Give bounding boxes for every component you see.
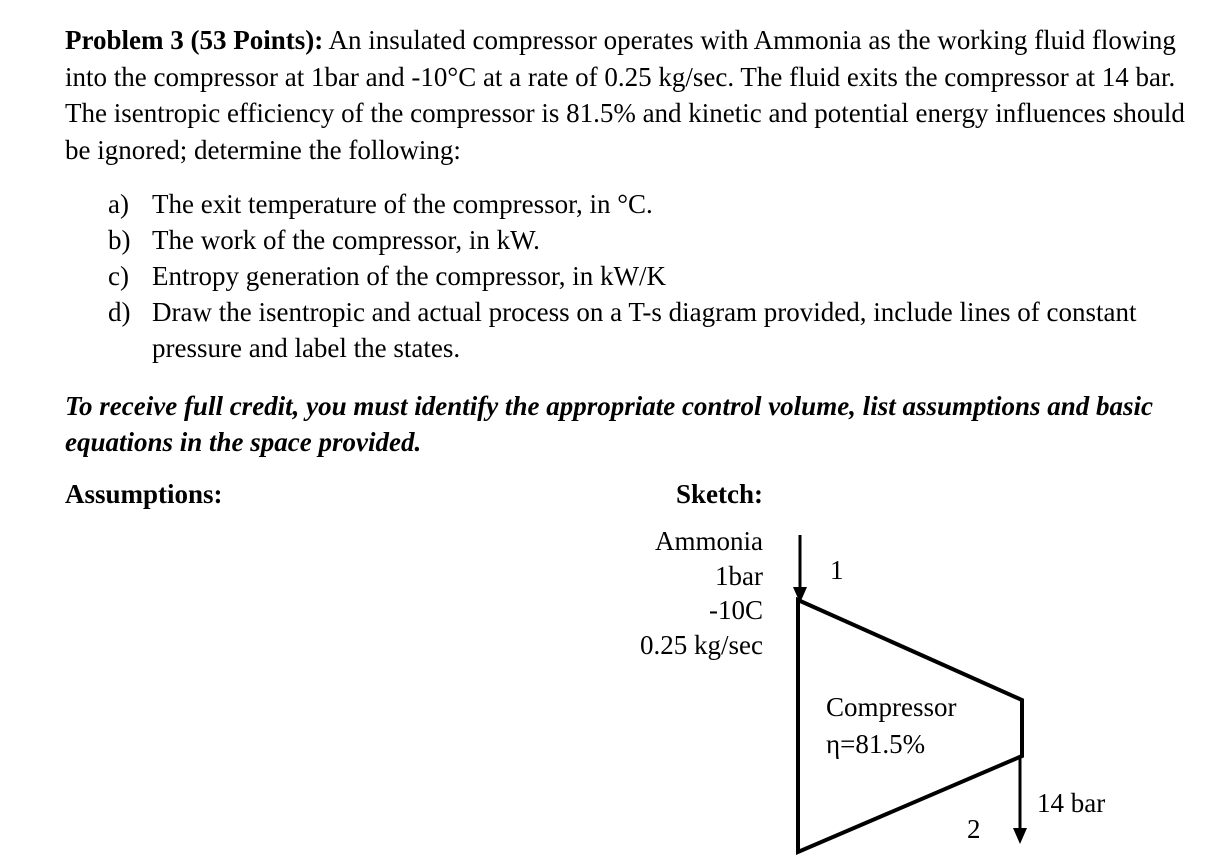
part-text: The exit temperature of the compressor, in °C.: [152, 189, 653, 219]
efficiency-label: η=81.5%: [826, 729, 926, 759]
part-text: The work of the compressor, in kW.: [152, 225, 540, 255]
sketch-title: Sketch:: [676, 479, 763, 509]
part-text: Draw the isentropic and actual process on a T-s diagram provided, include lines of constant pressure and label the states.: [152, 297, 1137, 363]
part-text: Entropy generation of the compressor, in kW/K: [152, 261, 667, 291]
state-2-label: 2: [967, 814, 981, 844]
outlet-arrow-head: [1013, 828, 1027, 844]
credit-note: To receive full credit, you must identify the appropriate control volume, list assumptions and basic equations in the space provided.: [65, 391, 1154, 457]
inlet-arrow-head: [793, 587, 807, 603]
inlet-pressure: 1bar: [715, 560, 763, 591]
part-letter: d): [108, 297, 131, 327]
inlet-flow-rate: 0.25 kg/sec: [640, 629, 763, 660]
problem-heading: Problem 3 (53 Points):: [65, 25, 324, 55]
outlet-pressure-label: 14 bar: [1037, 788, 1106, 818]
problem-text: An insulated compressor operates with Ammonia as the working fluid flowing into the compressor at 1bar and -10°C at a rate of 0.25 kg/sec. The fluid exits the compressor at 14 bar. The isentropic efficiency of the compressor is 81.5% and kinetic and potential energy influences should be ignored; determine the following:: [65, 25, 1185, 165]
part-letter: b): [108, 225, 131, 255]
inlet-fluid: Ammonia: [655, 526, 763, 556]
assumptions-label: Assumptions:: [65, 479, 223, 509]
inlet-temperature: -10C: [709, 595, 763, 625]
part-letter: c): [108, 261, 129, 291]
compressor-body: [798, 600, 1022, 852]
state-1-label: 1: [830, 555, 844, 585]
device-name: Compressor: [826, 692, 957, 722]
part-letter: a): [108, 189, 129, 219]
